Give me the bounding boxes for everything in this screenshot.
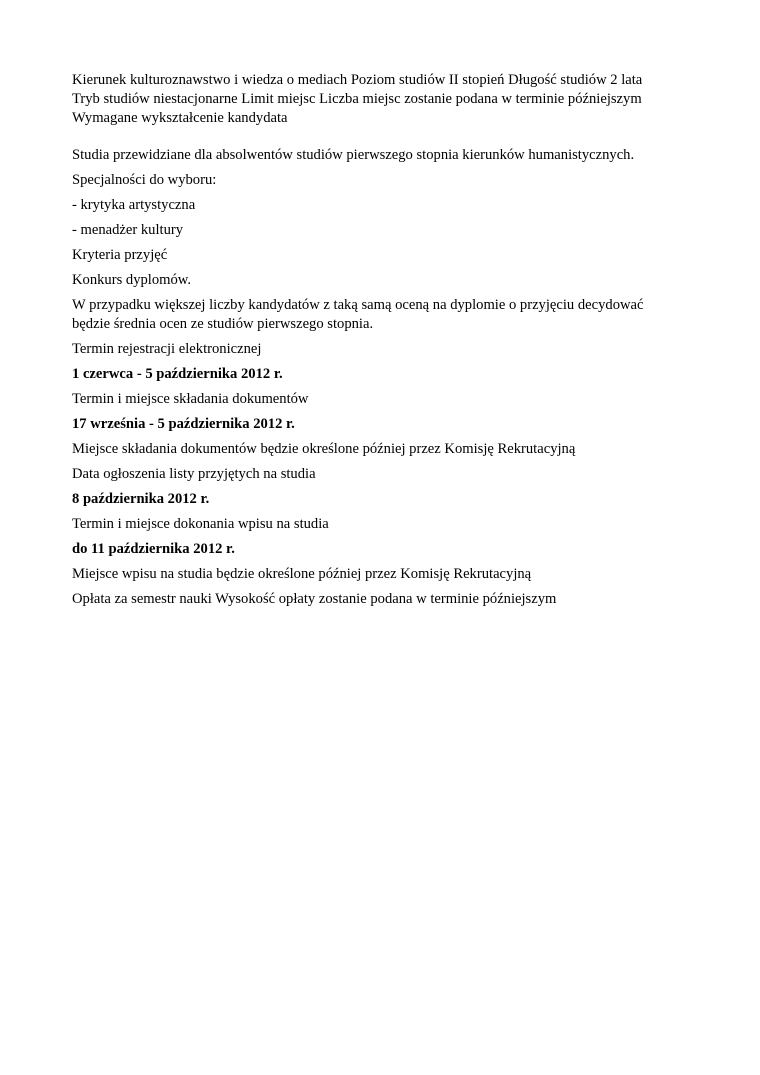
eligibility-text: Studia przewidziane dla absolwentów studiów pierwszego stopnia kierunków humanistycznych. <box>72 147 635 163</box>
specializations-heading: Specjalności do wyboru: <box>72 172 217 188</box>
criteria-note-line-2: będzie średnia ocen ze studiów pierwszego stopnia. <box>72 316 374 332</box>
tuition-fee: Opłata za semestr nauki Wysokość opłaty zostanie podana w terminie późniejszym <box>72 591 557 607</box>
documents-date: 17 września - 5 października 2012 r. <box>72 416 295 432</box>
criteria-note <box>72 296 692 334</box>
criteria-heading: Kryteria przyjęć <box>72 247 168 263</box>
documents-heading: Termin i miejsce składania dokumentów <box>72 391 309 407</box>
documents-place: Miejsce składania dokumentów będzie określone później przez Komisję Rekrutacyjną <box>72 441 576 457</box>
summary-line-2: Tryb studiów niestacjonarne Limit miejsc Liczba miejsc zostanie podana w terminie późniejszym <box>72 91 642 107</box>
results-heading: Data ogłoszenia listy przyjętych na studia <box>72 466 316 482</box>
specialization-item: - menadżer kultury <box>72 222 184 238</box>
criteria-note-line-1: W przypadku większej liczby kandydatów z taką samą oceną na dyplomie o przyjęciu decydować <box>72 297 644 313</box>
specialization-item: - krytyka artystyczna <box>72 197 196 213</box>
registration-date: 1 czerwca - 5 października 2012 r. <box>72 366 283 382</box>
document-body <box>72 71 692 615</box>
criteria-value: Konkurs dyplomów. <box>72 272 192 288</box>
enrollment-date: do 11 października 2012 r. <box>72 541 235 557</box>
enrollment-place: Miejsce wpisu na studia będzie określone później przez Komisję Rekrutacyjną <box>72 566 532 582</box>
results-date: 8 października 2012 r. <box>72 491 210 507</box>
enrollment-heading: Termin i miejsce dokonania wpisu na studia <box>72 516 329 532</box>
summary-line-3: Wymagane wykształcenie kandydata <box>72 110 288 126</box>
registration-heading: Termin rejestracji elektronicznej <box>72 341 262 357</box>
summary-line-1: Kierunek kulturoznawstwo i wiedza o mediach Poziom studiów II stopień Długość studiów 2 lata <box>72 72 643 88</box>
program-summary <box>72 71 692 128</box>
